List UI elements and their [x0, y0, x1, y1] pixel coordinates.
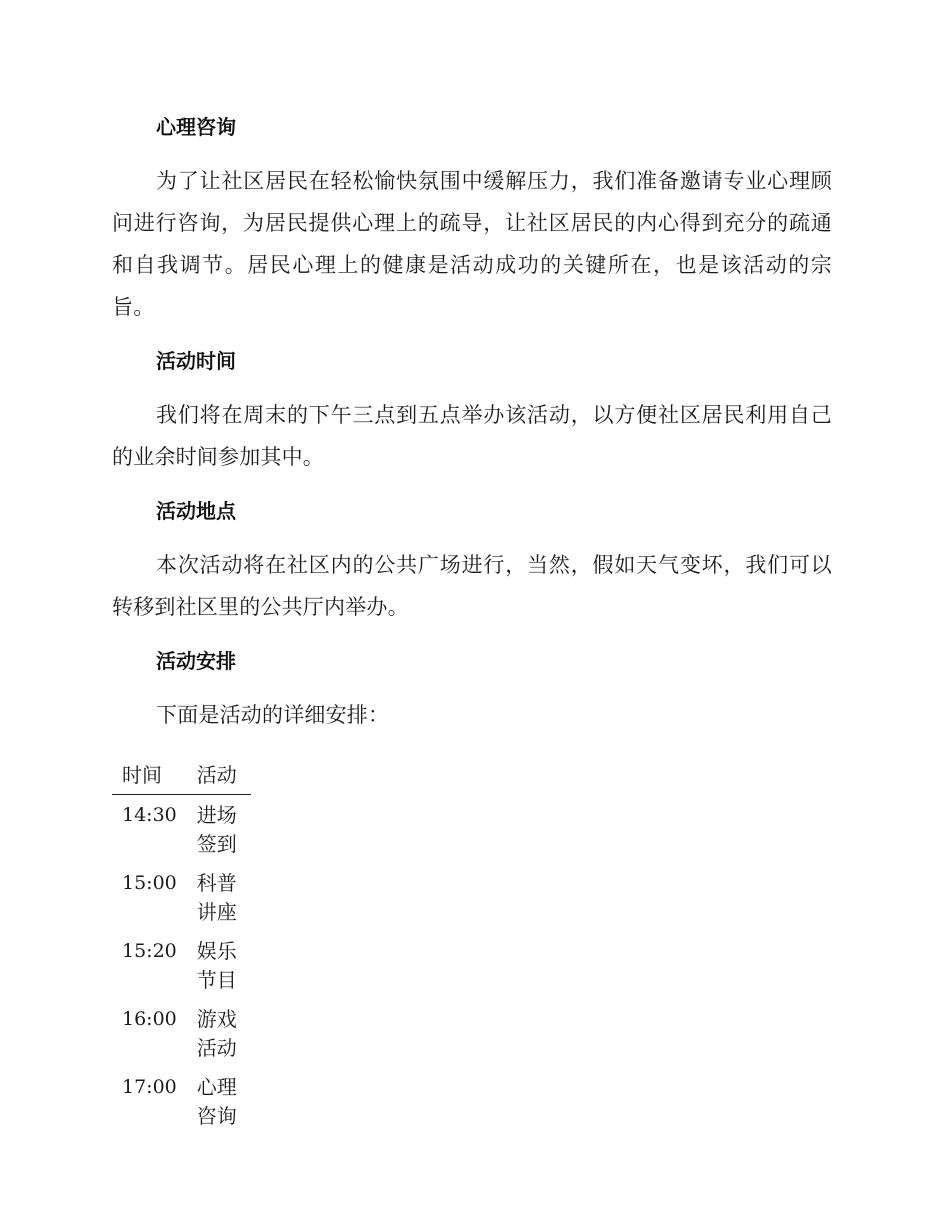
section-heading: 心理咨询	[156, 115, 236, 139]
table-row	[112, 863, 251, 931]
section-paragraph: 为了让社区居民在轻松愉快氛围中缓解压力，我们准备邀请专业心理顾问进行咨询，为居民提供心理上的疏导，让社区居民的内心得到充分的疏通和自我调节。居民心理上的健康是活动成功的关键所在，也是该活动的宗旨。	[112, 169, 832, 319]
table-row	[112, 1067, 251, 1135]
section-counseling	[112, 108, 832, 328]
column-header-time: 时间	[112, 758, 187, 795]
table-row	[112, 795, 251, 864]
schedule-activity-cell: 科普讲座	[196, 871, 237, 924]
schedule-table	[112, 758, 251, 1135]
table-row	[112, 999, 251, 1067]
section-paragraph: 我们将在周末的下午三点到五点举办该活动，以方便社区居民利用自己的业余时间参加其中。	[112, 403, 832, 469]
schedule-time-cell: 17:00	[122, 1076, 177, 1098]
schedule-activity-cell: 心理咨询	[196, 1075, 237, 1128]
schedule-time-cell: 14:30	[122, 804, 177, 826]
section-heading: 活动时间	[156, 349, 236, 373]
section-heading: 活动地点	[156, 499, 236, 523]
column-header-activity: 活动	[187, 758, 251, 795]
section-time	[112, 342, 832, 478]
table-header-row	[112, 758, 251, 795]
schedule-activity-cell: 游戏活动	[196, 1007, 237, 1060]
schedule-time-cell: 16:00	[122, 1008, 177, 1030]
schedule-activity-cell: 娱乐节目	[196, 939, 237, 992]
schedule-time-cell: 15:00	[122, 872, 177, 894]
section-heading: 活动安排	[156, 649, 236, 673]
document-page	[112, 108, 832, 1135]
section-paragraph: 下面是活动的详细安排：	[156, 703, 390, 727]
schedule-activity-cell: 进场签到	[196, 803, 237, 856]
section-paragraph: 本次活动将在社区内的公共广场进行，当然，假如天气变坏，我们可以转移到社区里的公共厅内举办。	[112, 553, 832, 619]
section-arrangement	[112, 642, 832, 736]
schedule-time-cell: 15:20	[122, 940, 177, 962]
section-location	[112, 492, 832, 628]
table-row	[112, 931, 251, 999]
